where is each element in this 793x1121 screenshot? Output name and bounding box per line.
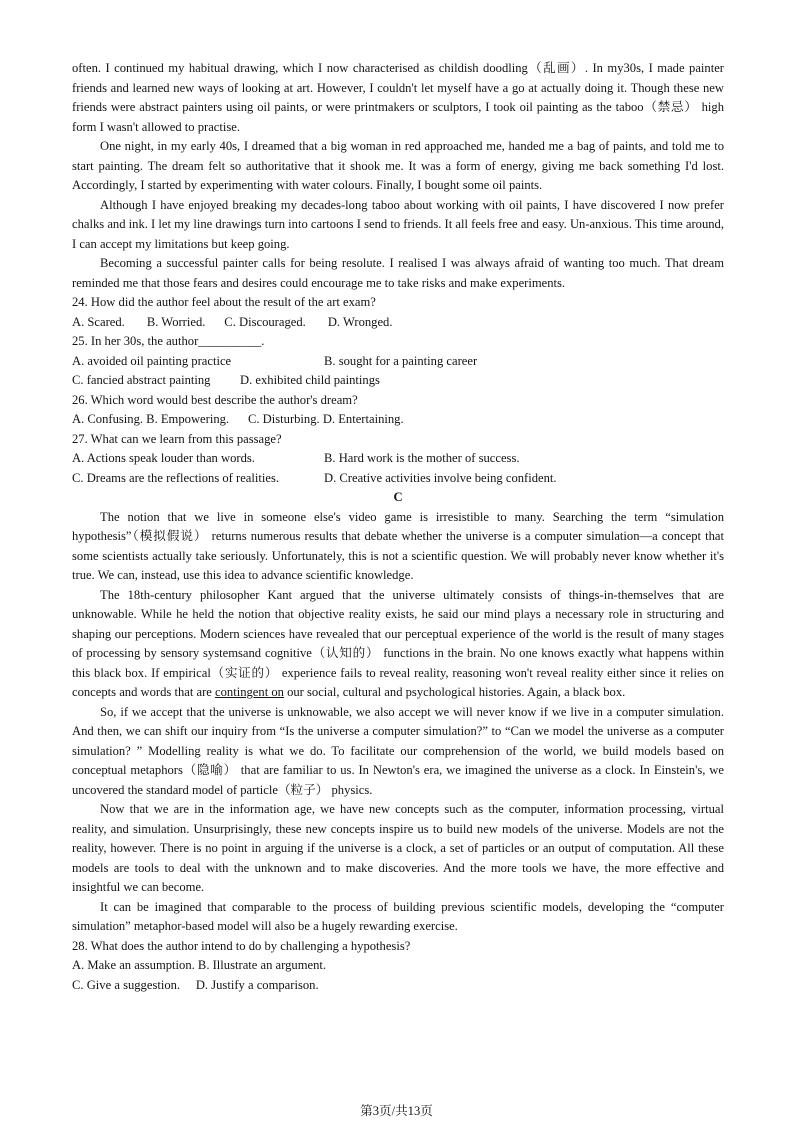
option-d: D. Creative activities involve being confident. bbox=[324, 470, 557, 485]
question-24-options: A. Scared. B. Worried. C. Discouraged. D. Wronged. bbox=[72, 314, 393, 329]
paragraph-text: our social, cultural and psychological histories. Again, a black box. bbox=[283, 685, 626, 699]
question-25-options-row-1 bbox=[72, 352, 724, 372]
question-27-options-row-1 bbox=[72, 449, 724, 469]
page-number-footer: 第3页/共13页 bbox=[360, 1104, 433, 1118]
question-25-stem bbox=[72, 332, 724, 352]
question-27-stem: 27. What can we learn from this passage? bbox=[72, 431, 282, 446]
option-a: A. avoided oil painting practice bbox=[72, 353, 232, 368]
paragraph: Becoming a successful painter calls for being resolute. I realised I was always afraid of wanting too much. That dream reminded me that those fears and desires could encourage me to take risks and make experiments. bbox=[72, 256, 724, 290]
paragraph: Now that we are in the information age, we have new concepts such as the computer, information processing, virtual reality, and simulation. Unsurprisingly, these new concepts inspire us to build new models of the universe. Models are not the reality, however. There is no point in arguing if the universe is a clock, a set of particles or an output of computation. All these models are tools to deal with the unknown and to make discoveries. And the more tools we have, the more effective and insightful we can become. bbox=[72, 802, 724, 894]
question-25-blank: __________. bbox=[198, 334, 265, 348]
option-a: A. Actions speak louder than words. bbox=[72, 451, 255, 465]
question-26-options: A. Confusing. B. Empowering. C. Disturbing. D. Entertaining. bbox=[72, 412, 404, 426]
question-28-options-row-1: A. Make an assumption. B. Illustrate an argument. bbox=[72, 958, 327, 972]
paragraph: One night, in my early 40s, I dreamed that a big woman in red approached me, handed me a bag of paints, and told me to start painting. The dream felt so authoritative that it shook me. It was a form of energy, giving me back something I'd lost. Accordingly, I started by experimenting with water colours. Finally, I bought some oil paints. bbox=[72, 139, 724, 192]
paragraph: It can be imagined that comparable to the process of building previous scientific models, developing the “computer simulation” metaphor-based model will also be a hugely rewarding exercise. bbox=[72, 899, 724, 933]
question-26-stem: 26. Which word would best describe the author's dream? bbox=[72, 392, 358, 407]
section-c-heading: C bbox=[393, 490, 403, 504]
paragraph bbox=[72, 586, 724, 703]
option-b: B. Hard work is the mother of success. bbox=[324, 451, 520, 465]
option-d: D. exhibited child paintings bbox=[240, 373, 380, 387]
document-page bbox=[72, 59, 724, 995]
question-25-text: 25. In her 30s, the author bbox=[72, 334, 199, 348]
question-28-options-row-2: C. Give a suggestion. D. Justify a comparison. bbox=[72, 977, 319, 992]
underlined-phrase: contingent on bbox=[215, 685, 284, 699]
question-25-options-row-2 bbox=[72, 371, 724, 391]
option-c: C. fancied abstract painting bbox=[72, 373, 211, 387]
paragraph: So, if we accept that the universe is unknowable, we also accept we will never know if we live in a computer simulation. And then, we can shift our inquiry from “Is the universe a computer simulation?” to “Can we model the universe as a computer simulation? ” Modelling reality is what we do. To facilitate our comprehension of the world, we build models based on conceptual metaphors（隐喻） that are familiar to us. In Newton's era, we imagined the universe as a clock. In Einstein's, we uncovered the standard model of particle（粒子） physics. bbox=[72, 704, 724, 797]
option-b: B. sought for a painting career bbox=[324, 353, 478, 368]
question-27-options-row-2 bbox=[72, 469, 724, 489]
paragraph: often. I continued my habitual drawing, which I now characterised as childish doodling（乱画）. In my30s, I made painter friends and learned new ways of looking at art. However, I couldn't let myself have a go at actually doing it. Though these new friends were abstract painters using oil paints, or were printmakers or sculptors, I took oil painting as the taboo（禁忌） high form I wasn't allowed to practise. bbox=[72, 61, 724, 134]
paragraph: Although I have enjoyed breaking my decades-long taboo about working with oil paints, I have discovered I now prefer chalks and ink. I let my line drawings turn into cartoons I send to friends. It all feels free and easy. Un-anxious. This time around, I can accept my limitations but keep going. bbox=[72, 197, 724, 251]
option-c: C. Dreams are the reflections of realities. bbox=[72, 470, 280, 485]
question-24-stem: 24. How did the author feel about the result of the art exam? bbox=[72, 295, 376, 309]
paragraph: The notion that we live in someone else's video game is irresistible to many. Searching the term “simulation hypothesis”（模拟假说） returns numerous results that debate whether the universe is a computer simulation—a concept that some scientists actually take seriously. Unfortunately, this is not a scientific question. We will probably never know whether it's true. We can, instead, use this idea to advance scientific knowledge. bbox=[72, 509, 724, 582]
paragraph-text: The 18th-century philosopher Kant argued that the universe ultimately consists of things-in-themselves that are unknowable. While he held the notion that objective reality exists, he said our mind plays a necessary role in structuring and shaping our perceptions. Modern sciences have revealed that our perceptual experience of the world is the result of many stages of processing by sensory systemsand cognitive（认知的） functions in the brain. No one knows exactly what happens within this black box. If empirical（实证的） experience fails to reveal reality, reasoning won't reveal reality either since it relies on concepts and words that are bbox=[72, 587, 724, 699]
question-28-stem: 28. What does the author intend to do by challenging a hypothesis? bbox=[72, 938, 411, 953]
